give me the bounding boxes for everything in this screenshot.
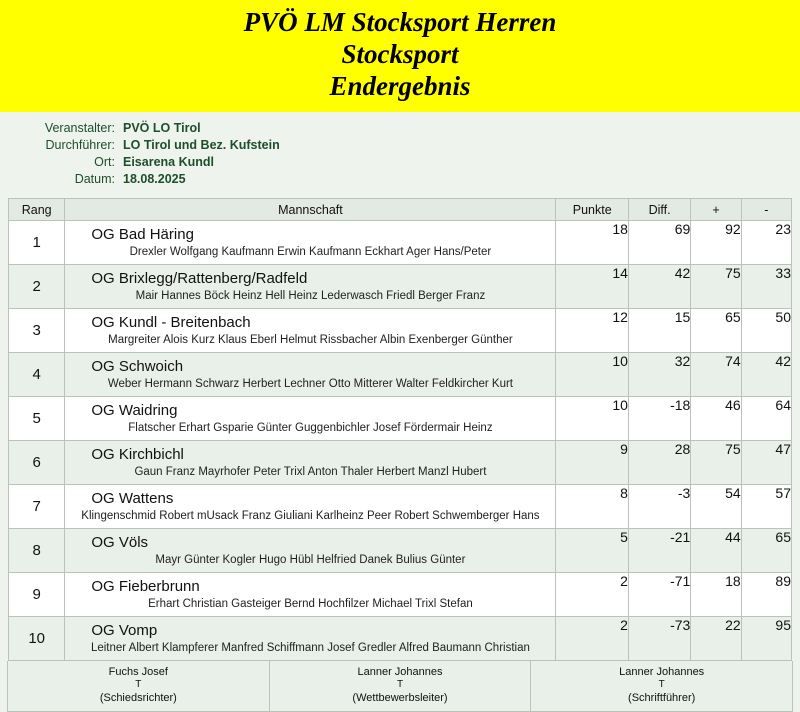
cell-minus: 64 (741, 397, 791, 441)
signature-footer (7, 661, 793, 712)
cell-plus: 92 (691, 221, 741, 265)
cell-diff: 69 (628, 221, 690, 265)
cell-diff: -3 (628, 485, 690, 529)
meta-value-organizer: PVÖ LO Tirol (123, 121, 201, 135)
meta-label-date: Datum: (74, 172, 115, 186)
cell-rank: 1 (9, 221, 65, 265)
signature-name: Lanner Johannes (619, 666, 705, 678)
cell-plus: 46 (691, 397, 741, 441)
team-players: Klingenschmid Robert mUsack Franz Giuliani Karlheinz Peer Robert Schwemberger Hans (81, 509, 540, 522)
cell-points: 2 (556, 573, 628, 617)
results-table (8, 198, 792, 661)
team-players: Flatscher Erhart Gsparie Günter Guggenbichler Josef Fördermair Heinz (128, 421, 493, 434)
team-players: Margreiter Alois Kurz Klaus Eberl Helmut Rissbacher Albin Exenberger Günther (108, 333, 513, 346)
cell-rank: 9 (9, 573, 65, 617)
meta-row-date (0, 171, 800, 188)
team-name: OG Waidring (91, 401, 178, 419)
table-row (9, 573, 792, 617)
cell-team (65, 573, 556, 617)
cell-plus: 54 (691, 485, 741, 529)
signature-mark: T (396, 679, 404, 690)
team-players: Mayr Günter Kogler Hugo Hübl Helfried Danek Bulius Günter (155, 553, 466, 566)
column-header-minus: - (741, 199, 791, 221)
signature-role: (Schriftführer) (628, 692, 696, 704)
table-row (9, 353, 792, 397)
table-row (9, 221, 792, 265)
cell-diff: 32 (628, 353, 690, 397)
table-row (9, 617, 792, 661)
cell-diff: -21 (628, 529, 690, 573)
cell-points: 9 (556, 441, 628, 485)
page-title-line2: Stocksport (341, 39, 459, 69)
cell-team (65, 485, 556, 529)
meta-row-organizer (0, 120, 800, 137)
cell-team (65, 441, 556, 485)
team-name: OG Vomp (91, 621, 158, 639)
page-title-line3: Endergebnis (329, 71, 471, 101)
cell-points: 10 (556, 397, 628, 441)
event-meta (0, 112, 800, 192)
meta-label-location: Ort: (94, 155, 115, 169)
column-header-diff: Diff. (628, 199, 690, 221)
cell-plus: 22 (691, 617, 741, 661)
signature-name: Lanner Johannes (357, 666, 443, 678)
cell-plus: 75 (691, 265, 741, 309)
cell-team (65, 265, 556, 309)
team-name: OG Kundl - Breitenbach (91, 313, 251, 331)
meta-value-location: Eisarena Kundl (123, 155, 214, 169)
cell-team (65, 309, 556, 353)
team-players: Gaun Franz Mayrhofer Peter Trixl Anton Thaler Herbert Manzl Hubert (134, 465, 487, 478)
cell-points: 8 (556, 485, 628, 529)
title-banner (0, 0, 800, 112)
team-name: OG Kirchbichl (91, 445, 184, 463)
meta-value-host: LO Tirol und Bez. Kufstein (123, 138, 280, 152)
cell-rank: 3 (9, 309, 65, 353)
cell-diff: -18 (628, 397, 690, 441)
table-row (9, 441, 792, 485)
cell-team (65, 353, 556, 397)
cell-rank: 4 (9, 353, 65, 397)
signature-role: (Wettbewerbsleiter) (352, 692, 448, 704)
meta-row-host (0, 137, 800, 154)
team-players: Weber Hermann Schwarz Herbert Lechner Otto Mitterer Walter Feldkircher Kurt (107, 377, 514, 390)
column-header-plus: + (691, 199, 741, 221)
meta-label-host: Durchführer: (45, 138, 115, 152)
cell-plus: 44 (691, 529, 741, 573)
cell-plus: 65 (691, 309, 741, 353)
team-players: Erhart Christian Gasteiger Bernd Hochfilzer Michael Trixl Stefan (148, 597, 473, 610)
cell-minus: 57 (741, 485, 791, 529)
cell-rank: 10 (9, 617, 65, 661)
cell-diff: -71 (628, 573, 690, 617)
table-row (9, 309, 792, 353)
table-row (9, 265, 792, 309)
cell-plus: 74 (691, 353, 741, 397)
cell-minus: 50 (741, 309, 791, 353)
cell-rank: 6 (9, 441, 65, 485)
cell-team (65, 397, 556, 441)
column-header-points: Punkte (556, 199, 628, 221)
team-name: OG Schwoich (91, 357, 184, 375)
cell-diff: 28 (628, 441, 690, 485)
table-row (9, 485, 792, 529)
team-name: OG Völs (91, 533, 149, 551)
column-header-team: Mannschaft (65, 199, 556, 221)
cell-rank: 7 (9, 485, 65, 529)
team-name: OG Wattens (91, 489, 174, 507)
cell-rank: 5 (9, 397, 65, 441)
cell-team (65, 617, 556, 661)
cell-points: 5 (556, 529, 628, 573)
team-players: Drexler Wolfgang Kaufmann Erwin Kaufmann Eckhart Ager Hans/Peter (129, 245, 492, 258)
table-row (9, 529, 792, 573)
cell-minus: 89 (741, 573, 791, 617)
meta-row-location (0, 154, 800, 171)
cell-minus: 42 (741, 353, 791, 397)
cell-plus: 75 (691, 441, 741, 485)
cell-diff: 15 (628, 309, 690, 353)
cell-minus: 33 (741, 265, 791, 309)
cell-diff: -73 (628, 617, 690, 661)
team-name: OG Bad Häring (91, 225, 194, 243)
signature-mark: T (135, 679, 142, 690)
cell-plus: 18 (691, 573, 741, 617)
table-header-row (9, 199, 792, 221)
cell-minus: 47 (741, 441, 791, 485)
cell-team (65, 221, 556, 265)
team-players: Leitner Albert Klampferer Manfred Schiffmann Josef Gredler Alfred Baumann Christian (90, 641, 530, 654)
cell-points: 10 (556, 353, 628, 397)
signature-name: Fuchs Josef (108, 666, 168, 678)
meta-value-date: 18.08.2025 (123, 172, 186, 186)
cell-points: 14 (556, 265, 628, 309)
team-name: OG Brixlegg/Rattenberg/Radfeld (91, 269, 308, 287)
cell-team (65, 529, 556, 573)
cell-minus: 95 (741, 617, 791, 661)
cell-rank: 2 (9, 265, 65, 309)
cell-points: 2 (556, 617, 628, 661)
page-title-line1: PVÖ LM Stocksport Herren (243, 7, 557, 37)
team-name: OG Fieberbrunn (91, 577, 200, 595)
signature-role: (Schiedsrichter) (99, 692, 177, 704)
signature-mark: T (658, 679, 665, 690)
cell-minus: 65 (741, 529, 791, 573)
team-players: Mair Hannes Böck Heinz Hell Heinz Lederwasch Friedl Berger Franz (135, 289, 486, 302)
table-row (9, 397, 792, 441)
meta-label-organizer: Veranstalter: (44, 121, 115, 135)
cell-rank: 8 (9, 529, 65, 573)
column-header-rank: Rang (9, 199, 65, 221)
cell-minus: 23 (741, 221, 791, 265)
cell-points: 12 (556, 309, 628, 353)
cell-diff: 42 (628, 265, 690, 309)
cell-points: 18 (556, 221, 628, 265)
